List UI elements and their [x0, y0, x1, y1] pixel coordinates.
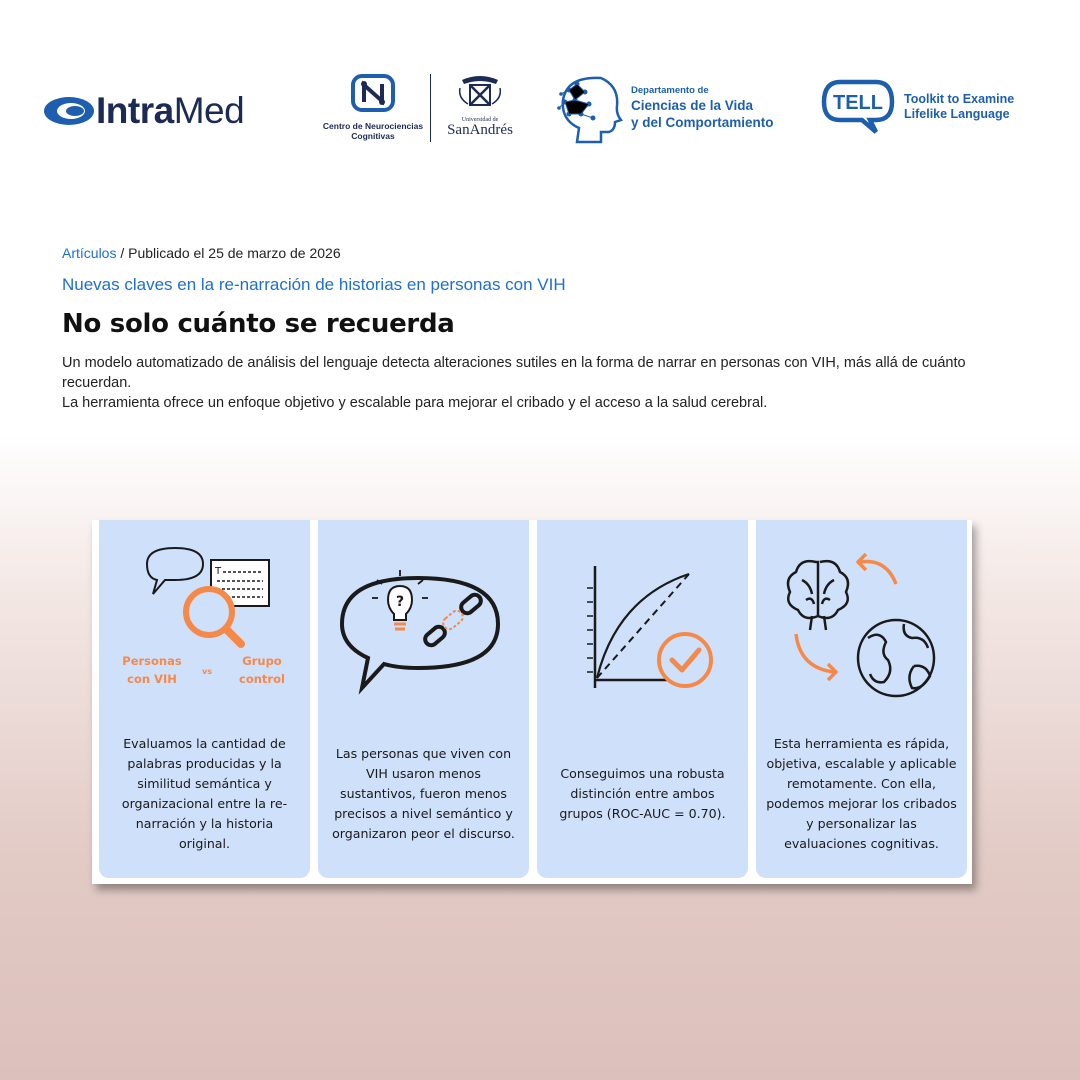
tell-name: [904, 92, 1014, 122]
label-grupo-line-1: Grupo: [242, 654, 282, 668]
card-evaluation-text: Evaluamos la cantidad de palabras producidas y la similitud semántica y organizacional entre la re-narración y la historia original.: [121, 736, 288, 851]
dcvc-line-2: Ciencias de la Vida: [631, 98, 754, 113]
card-findings-text: Las personas que viven con VIH usaron menos sustantivos, fueron menos precisos a nivel semántico y organizaron peor el discurso.: [332, 746, 515, 841]
intramed-logo: [42, 90, 244, 132]
globe-icon: [858, 620, 934, 696]
circuit-n-icon: [351, 74, 395, 112]
card-findings: [318, 520, 529, 878]
cnc-line-1: Centro de Neurociencias: [322, 121, 424, 131]
article-kicker: Nuevas claves en la re-narración de historias en personas con VIH: [62, 275, 566, 294]
intramed-bold: Intra: [96, 90, 174, 131]
intramed-swoosh-icon: [42, 96, 96, 126]
infographic: [92, 520, 972, 884]
partner-logos: [0, 60, 1080, 160]
dcvc-line-1: Departamento de: [631, 85, 709, 96]
card-roc: [537, 520, 748, 878]
brain-icon: [788, 561, 848, 630]
label-grupo-line-2: control: [239, 672, 285, 686]
svg-text:T: T: [215, 566, 222, 577]
label-vs: vs: [202, 667, 212, 676]
udesa-name: SanAndrés: [447, 122, 513, 138]
cnc-logo: [318, 74, 428, 141]
magnifier-speech-icon: [99, 538, 310, 728]
tell-line-1: Toolkit to Examine: [904, 92, 1015, 106]
cnc-name: [318, 121, 428, 141]
intramed-regular: Med: [173, 90, 245, 131]
dcvc-logo: [555, 72, 774, 144]
speech-bubble-broken-chain-icon: [318, 538, 529, 728]
svg-text:?: ?: [395, 594, 405, 610]
lead-paragraph-2: La herramienta ofrece un enfoque objetivo y escalable para mejorar el cribado y el acceso a la salud cerebral.: [62, 395, 768, 411]
breadcrumb-articles-link[interactable]: Artículos: [62, 245, 117, 261]
network-head-icon: [555, 72, 623, 144]
dcvc-name: [631, 85, 774, 131]
logo-divider: [430, 74, 431, 142]
lead-paragraph-1: Un modelo automatizado de análisis del lenguaje detecta alteraciones sutiles en la forma de narrar en personas con VIH, más allá de cuánto recuerdan.: [62, 355, 966, 391]
article-header: [62, 245, 1032, 413]
dcvc-line-3: y del Comportamiento: [631, 115, 774, 130]
breadcrumb-date: / Publicado el 25 de marzo de 2026: [116, 245, 341, 261]
label-personas-line-1: Personas: [122, 654, 182, 668]
article-title: No solo cuánto se recuerda: [62, 309, 455, 339]
tell-speech-bubble-icon: [820, 78, 896, 136]
tell-logo: [820, 78, 1014, 136]
roc-curve-check-icon: [537, 538, 748, 728]
udesa-crest-icon: [456, 74, 504, 110]
label-personas-line-2: con VIH: [127, 672, 177, 686]
card-tool: [756, 520, 967, 878]
intramed-wordmark: [96, 90, 244, 132]
card-roc-text: Conseguimos una robusta distinción entre ambos grupos (ROC-AUC = 0.70).: [559, 766, 726, 821]
udesa-logo: [440, 74, 520, 137]
article-lead: [62, 353, 1032, 413]
card-evaluation: [99, 520, 310, 878]
tell-line-2: Lifelike Language: [904, 107, 1010, 121]
breadcrumb: [62, 245, 1032, 261]
brain-globe-cycle-icon: [756, 538, 967, 728]
udesa-small-text: Universidad de: [461, 117, 499, 123]
tell-badge-text: TELL: [833, 92, 883, 114]
card-tool-text: Esta herramienta es rápida, objetiva, escalable y aplicable remotamente. Con ella, podemos mejorar los cribados y personalizar las evaluaciones cognitivas.: [766, 736, 957, 851]
cnc-line-2: Cognitivas: [351, 131, 395, 141]
